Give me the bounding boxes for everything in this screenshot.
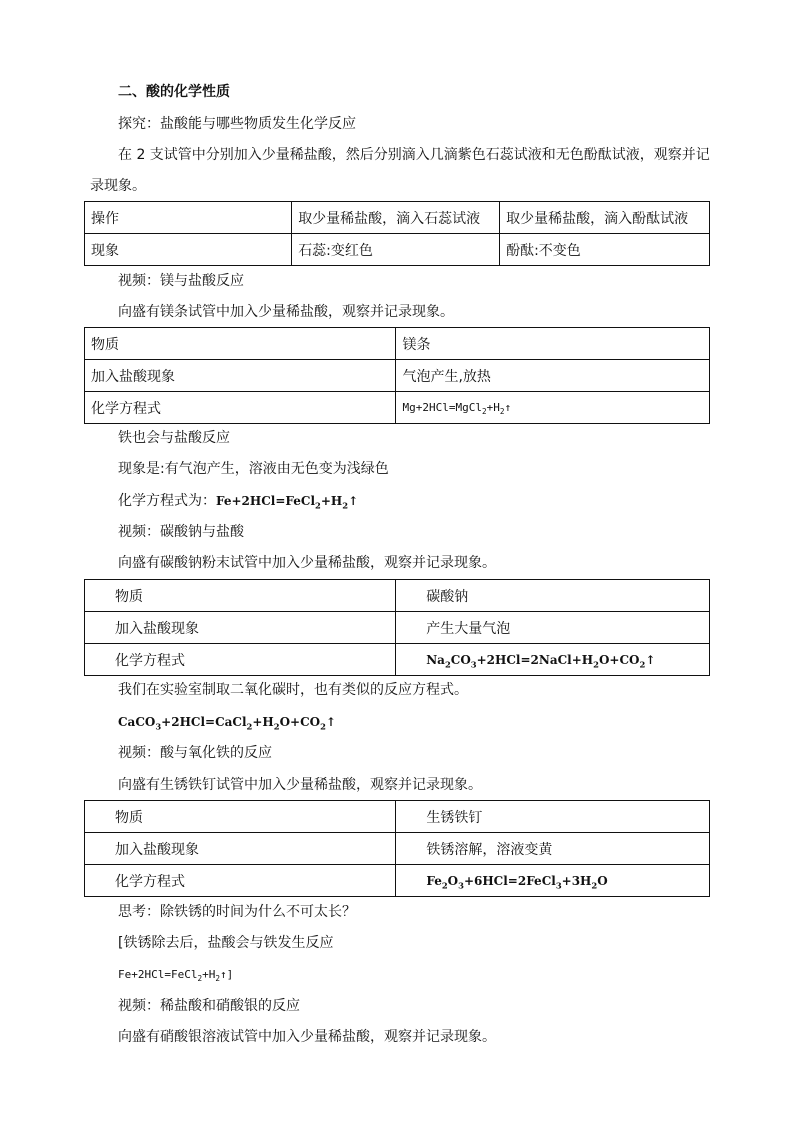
equation-na2co3: $Na_2CO_3+2HCl=2NaCl+H_2O+CO_2↑$ bbox=[396, 644, 710, 676]
table-magnesium bbox=[84, 327, 710, 424]
instr-ag: 向盛有硝酸银溶液试管中加入少量稀盐酸，观察并记录现象。 bbox=[118, 1029, 496, 1045]
table-cell: 铁锈溶解，溶液变黄 bbox=[396, 833, 710, 865]
table-cell: 加入盐酸现象 bbox=[85, 612, 396, 644]
iron-equation-line: 化学方程式为：$Fe+2HCl=FeCl_2+H_2↑$ bbox=[118, 493, 359, 511]
table-cell: 碳酸钠 bbox=[396, 580, 710, 612]
table-row bbox=[85, 801, 710, 833]
iron-phenomenon: 现象是:有气泡产生，溶液由无色变为浅绿色 bbox=[118, 461, 389, 477]
video-na: 视频：碳酸钠与盐酸 bbox=[118, 524, 244, 540]
equation-caco3: $CaCO_3+2HCl=CaCl_2+H_2O+CO_2↑$ bbox=[118, 715, 336, 732]
video-ag: 视频：稀盐酸和硝酸银的反应 bbox=[118, 998, 300, 1014]
table-row bbox=[85, 644, 710, 676]
table-cell: 物质 bbox=[85, 801, 396, 833]
equation-fe: $Fe+2HCl=FeCl_2+H_2↑$ bbox=[216, 494, 359, 511]
table-cell: 酚酞:不变色 bbox=[500, 234, 710, 266]
table-row bbox=[85, 865, 710, 897]
table-row bbox=[85, 202, 710, 234]
table-cell: 物质 bbox=[85, 580, 396, 612]
table-cell: 取少量稀盐酸，滴入石蕊试液 bbox=[292, 202, 500, 234]
table-cell: 取少量稀盐酸，滴入酚酞试液 bbox=[500, 202, 710, 234]
table-cell: 石蕊:变红色 bbox=[292, 234, 500, 266]
table-cell: 化学方程式 bbox=[85, 865, 396, 897]
section-heading: 二、酸的化学性质 bbox=[118, 84, 230, 100]
table-cell: 化学方程式 bbox=[85, 644, 396, 676]
table-sodium-carbonate bbox=[84, 579, 710, 676]
instr-na: 向盛有碳酸钠粉末试管中加入少量稀盐酸，观察并记录现象。 bbox=[118, 555, 496, 571]
table-cell: 产生大量气泡 bbox=[396, 612, 710, 644]
table-cell: 加入盐酸现象 bbox=[85, 833, 396, 865]
table-cell: 操作 bbox=[85, 202, 292, 234]
table-cell: 加入盐酸现象 bbox=[85, 360, 396, 392]
table-row bbox=[85, 328, 710, 360]
answer-equation: $Fe+2HCl=FeCl_2+H_2↑$] bbox=[118, 968, 234, 984]
table-cell: 生锈铁钉 bbox=[396, 801, 710, 833]
video-mg: 视频：镁与盐酸反应 bbox=[118, 273, 244, 289]
think-question: 思考：除铁锈的时间为什么不可太长？ bbox=[118, 904, 356, 920]
table-rusty-nail bbox=[84, 800, 710, 897]
co2-text: 我们在实验室制取二氧化碳时，也有类似的反应方程式。 bbox=[118, 682, 468, 698]
equation-mg: $Mg+2HCl=MgCl_2+H_2↑$ bbox=[396, 392, 710, 424]
instr-fe2o3: 向盛有生锈铁钉试管中加入少量稀盐酸，观察并记录现象。 bbox=[118, 777, 482, 793]
table-litmus bbox=[84, 201, 710, 266]
table-cell: 化学方程式 bbox=[85, 392, 396, 424]
equation-fe2o3: $Fe_2O_3+6HCl=2FeCl_3+3H_2O$ bbox=[396, 865, 710, 897]
answer-line-1: [铁锈除去后，盐酸会与铁发生反应 bbox=[118, 935, 334, 951]
table-row bbox=[85, 580, 710, 612]
intro-line-1: 在 2 支试管中分别加入少量稀盐酸，然后分别滴入几滴紫色石蕊试液和无色酚酞试液，观察并记 bbox=[118, 147, 710, 163]
table-row bbox=[85, 392, 710, 424]
table-cell: 气泡产生,放热 bbox=[396, 360, 710, 392]
intro-line-2: 录现象。 bbox=[90, 178, 146, 194]
table-cell: 物质 bbox=[85, 328, 396, 360]
instr-mg: 向盛有镁条试管中加入少量稀盐酸，观察并记录现象。 bbox=[118, 304, 454, 320]
video-fe2o3: 视频：酸与氧化铁的反应 bbox=[118, 745, 272, 761]
iron-also: 铁也会与盐酸反应 bbox=[118, 430, 230, 446]
table-row bbox=[85, 612, 710, 644]
table-cell: 镁条 bbox=[396, 328, 710, 360]
table-row bbox=[85, 360, 710, 392]
table-row bbox=[85, 234, 710, 266]
table-row bbox=[85, 833, 710, 865]
explore-text: 探究：盐酸能与哪些物质发生化学反应 bbox=[118, 116, 356, 132]
table-cell: 现象 bbox=[85, 234, 292, 266]
